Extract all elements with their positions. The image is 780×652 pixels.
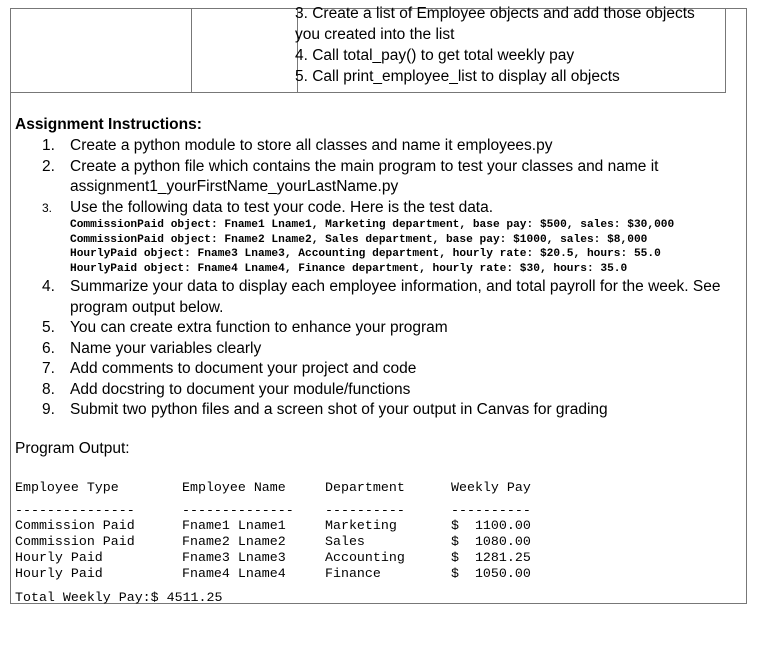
output-cell: Finance	[325, 565, 381, 581]
output-cell: Hourly Paid	[15, 549, 103, 565]
output-cell: Fname3 Lname3	[182, 549, 286, 565]
column-separator: --------------	[182, 502, 294, 518]
output-column-pay	[451, 480, 531, 581]
output-cell: Hourly Paid	[15, 565, 103, 581]
column-header: Weekly Pay	[451, 480, 531, 495]
output-cell: Commission Paid	[15, 518, 135, 534]
test-data-line: HourlyPaid object: Fname3 Lname3, Accounting department, hourly rate: $20.5, hours: 55.0	[70, 248, 661, 261]
test-data-block	[70, 218, 674, 276]
output-cell: $ 1050.00	[451, 565, 531, 581]
program-output-label: Program Output:	[15, 440, 130, 457]
test-data-line: CommissionPaid object: Fname1 Lname1, Marketing department, base pay: $500, sales: $30,000	[70, 219, 675, 231]
output-cell: $ 1281.25	[451, 549, 531, 565]
output-cell: Accounting	[325, 549, 405, 565]
step-line: 5. Call print_employee_list to display all objects	[295, 68, 620, 85]
output-cell: Fname1 Lname1	[182, 518, 286, 534]
step-line: 4. Call total_pay() to get total weekly pay	[295, 47, 575, 64]
column-separator: ----------	[451, 502, 531, 518]
table-cell-steps	[295, 3, 715, 87]
output-cell: Commission Paid	[15, 534, 135, 550]
output-cell: Sales	[325, 534, 365, 550]
output-cell: Fname2 Lname2	[182, 534, 286, 550]
step-line: you created into the list	[295, 26, 455, 43]
output-cell: Fname4 Lname4	[182, 565, 286, 581]
output-cell: Marketing	[325, 518, 397, 534]
column-header: Department	[325, 480, 405, 495]
column-separator: ---------------	[15, 502, 135, 518]
table-border	[726, 8, 747, 9]
total-weekly-pay: Total Weekly Pay:$ 4511.25	[15, 590, 223, 605]
column-header: Employee Name	[182, 480, 286, 495]
output-cell: $ 1080.00	[451, 534, 531, 550]
step-line: 3. Create a list of Employee objects and add those objects	[295, 5, 695, 22]
column-separator: ----------	[325, 502, 405, 518]
output-cell: $ 1100.00	[451, 518, 531, 534]
table-border	[746, 8, 747, 93]
output-column-type	[15, 480, 135, 581]
table-cell-empty-1	[11, 9, 192, 92]
output-column-name	[182, 480, 294, 581]
column-header: Employee Type	[15, 480, 119, 495]
test-data-line: HourlyPaid object: Fname4 Lname4, Finance department, hourly rate: $30, hours: 35.0	[70, 262, 628, 275]
table-cell-empty-2	[191, 9, 298, 92]
output-column-department	[325, 480, 405, 581]
test-data-line: CommissionPaid object: Fname2 Lname2, Sales department, base pay: $1000, sales: $8,000	[70, 233, 648, 246]
assignment-title: Assignment Instructions:	[15, 116, 202, 133]
